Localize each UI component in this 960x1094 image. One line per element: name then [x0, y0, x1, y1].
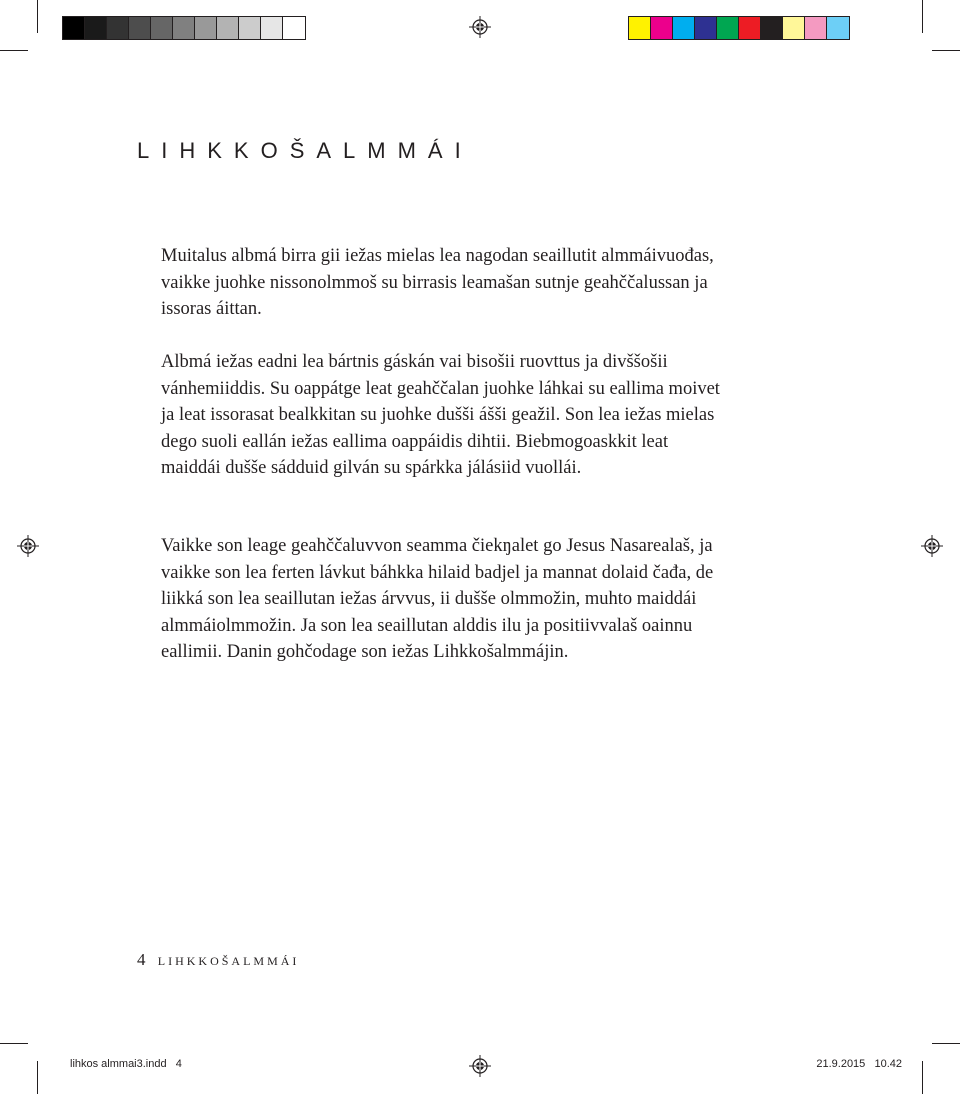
grayscale-color-bar	[62, 16, 306, 40]
gray-swatch-4	[129, 17, 151, 39]
gray-swatch-6	[173, 17, 195, 39]
crop-mark-top-left-v	[37, 0, 38, 33]
gray-swatch-1	[63, 17, 85, 39]
body-paragraph-1	[161, 243, 721, 323]
process-swatch-10	[827, 17, 849, 39]
body-paragraph-3	[161, 533, 721, 666]
crop-mark-bottom-right-v	[922, 1061, 923, 1094]
gray-swatch-10	[261, 17, 283, 39]
running-head: LIHKKOŠALMMÁI	[157, 954, 300, 968]
registration-mark-right-icon	[921, 535, 943, 557]
page-number: 4	[137, 950, 146, 969]
crop-mark-top-left-h	[0, 50, 28, 51]
crop-mark-bottom-left-h	[0, 1043, 28, 1044]
page-footer	[137, 950, 299, 970]
crop-mark-bottom-right-h	[932, 1043, 960, 1044]
process-swatch-6	[739, 17, 761, 39]
paragraph-text: Vaikke son leage geahččaluvvon seamma čiekŋalet go Jesus Nasarealaš, ja vaikke son lea ferten lávkut báhkka hilaid badjel ja mannat dolaid čađa, de liikká son lea seaillutan iežas árvvus, ii dušše olmmožin, muhto maiddái almmáiolmmožin. Ja son lea seaillutan alddis ilu ja positiivvalaš oainnu eallimii. Danin gohčodage son iežas Lihkkošalmmájin.	[161, 536, 714, 662]
process-swatch-5	[717, 17, 739, 39]
process-swatch-1	[629, 17, 651, 39]
process-swatch-9	[805, 17, 827, 39]
process-color-bar	[628, 16, 850, 40]
process-swatch-7	[761, 17, 783, 39]
registration-mark-left-icon	[17, 535, 39, 557]
registration-mark-top-icon	[469, 16, 491, 38]
gray-swatch-3	[107, 17, 129, 39]
paragraph-text: Albmá iežas eadni lea bártnis gáskán vai bisošii ruovttus ja divššošii vánhemiiddis. Su oappátge leat geahččalan juohke láhkai su eallima moivet ja leat issorasat bealkkitan su juohke dušši ášši geažil. Son lea iežas mielas dego suoli eallán iežas eallima oappáidis dihtii. Biebmogoaskkit leat maiddái dušše sádduid gilván su spárkka jálásiid vuollái.	[161, 352, 720, 478]
paragraph-text: Muitalus albmá birra gii iežas mielas lea nagodan seaillutit almmáivuođas, vaikke juohke nissonolmmoš su birrasis leamašan sutnje geahččalussan ja issoras áittan.	[161, 246, 714, 319]
gray-swatch-5	[151, 17, 173, 39]
chapter-title: LIHKKOŠALMMÁI	[137, 138, 473, 163]
gray-swatch-8	[217, 17, 239, 39]
process-swatch-2	[651, 17, 673, 39]
process-swatch-8	[783, 17, 805, 39]
slug-filename: lihkos almmai3.indd 4	[70, 1058, 182, 1070]
gray-swatch-2	[85, 17, 107, 39]
registration-mark-bottom-icon	[469, 1055, 491, 1077]
gray-swatch-9	[239, 17, 261, 39]
gray-swatch-11	[283, 17, 305, 39]
crop-mark-top-right-h	[932, 50, 960, 51]
crop-mark-bottom-left-v	[37, 1061, 38, 1094]
body-paragraph-2	[161, 349, 721, 482]
process-swatch-4	[695, 17, 717, 39]
gray-swatch-7	[195, 17, 217, 39]
slug-timestamp: 21.9.2015 10.42	[816, 1058, 902, 1070]
crop-mark-top-right-v	[922, 0, 923, 33]
process-swatch-3	[673, 17, 695, 39]
